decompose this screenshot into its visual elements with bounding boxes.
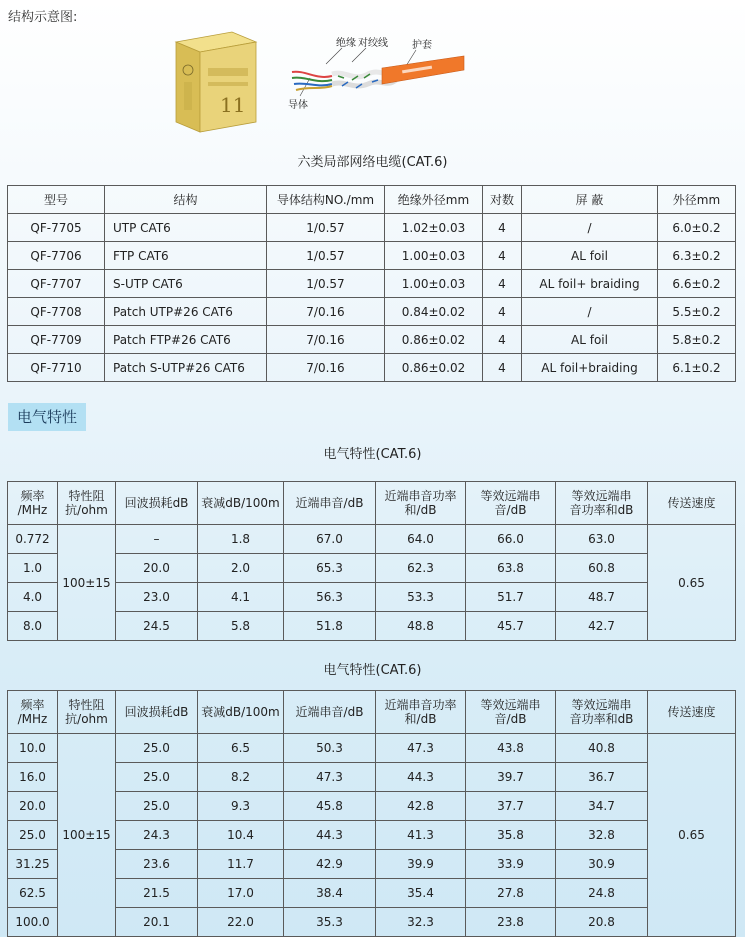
cell: 21.5 bbox=[116, 879, 198, 908]
cell: 1.02±0.03 bbox=[385, 214, 483, 242]
electrical-section-badge: 电气特性 bbox=[8, 403, 86, 431]
cell: 32.8 bbox=[556, 821, 648, 850]
cell: 6.0±0.2 bbox=[658, 214, 736, 242]
cell: 32.3 bbox=[376, 908, 466, 937]
cell: 24.5 bbox=[116, 612, 198, 641]
cell: 4 bbox=[483, 354, 522, 382]
cable-structure-image bbox=[286, 34, 466, 114]
col-impedance: 特性阻 抗/ohm bbox=[58, 691, 116, 734]
cell: 42.9 bbox=[284, 850, 376, 879]
cell: 25.0 bbox=[116, 763, 198, 792]
cell: – bbox=[116, 525, 198, 554]
cell: 23.8 bbox=[466, 908, 556, 937]
cell: 67.0 bbox=[284, 525, 376, 554]
impedance-cell: 100±15 bbox=[58, 734, 116, 937]
electrical-table-low-freq bbox=[7, 481, 736, 641]
table1-title: 六类局部网络电缆(CAT.6) bbox=[297, 155, 448, 170]
cell: 23.0 bbox=[116, 583, 198, 612]
table-row bbox=[8, 612, 736, 641]
cell: 6.3±0.2 bbox=[658, 242, 736, 270]
cell: 4 bbox=[483, 214, 522, 242]
cell: 5.8 bbox=[198, 612, 284, 641]
table-row bbox=[8, 908, 736, 937]
cell: Patch S-UTP#26 CAT6 bbox=[105, 354, 267, 382]
callout-conductor: 导体 bbox=[288, 100, 308, 111]
cell: 1/0.57 bbox=[267, 214, 385, 242]
cell: 1/0.57 bbox=[267, 242, 385, 270]
col-return-loss: 回波损耗dB bbox=[116, 691, 198, 734]
cell: 51.8 bbox=[284, 612, 376, 641]
col-insulation-od: 绝缘外径mm bbox=[385, 186, 483, 214]
cell: 23.6 bbox=[116, 850, 198, 879]
cell: 4 bbox=[483, 270, 522, 298]
cell: 63.0 bbox=[556, 525, 648, 554]
cell: 2.0 bbox=[198, 554, 284, 583]
cell: Patch FTP#26 CAT6 bbox=[105, 326, 267, 354]
col-elfext: 等效远端串 音/dB bbox=[466, 691, 556, 734]
cell: 7/0.16 bbox=[267, 326, 385, 354]
table-row bbox=[8, 270, 736, 298]
cell: 7/0.16 bbox=[267, 354, 385, 382]
cell: 4.0 bbox=[8, 583, 58, 612]
table-row bbox=[8, 850, 736, 879]
table2-title: 电气特性(CAT.6) bbox=[323, 447, 422, 462]
cell: Patch UTP#26 CAT6 bbox=[105, 298, 267, 326]
cell: 4.1 bbox=[198, 583, 284, 612]
cell: 25.0 bbox=[8, 821, 58, 850]
cell: UTP CAT6 bbox=[105, 214, 267, 242]
cell: / bbox=[522, 298, 658, 326]
cell: QF-7705 bbox=[8, 214, 105, 242]
table-row bbox=[8, 879, 736, 908]
col-pselfext: 等效远端串 音功率和dB bbox=[556, 691, 648, 734]
cell: 11.7 bbox=[198, 850, 284, 879]
cell: 4 bbox=[483, 326, 522, 354]
cell: FTP CAT6 bbox=[105, 242, 267, 270]
cell: 0.772 bbox=[8, 525, 58, 554]
cell: 47.3 bbox=[376, 734, 466, 763]
cell: 7/0.16 bbox=[267, 298, 385, 326]
cell: 48.8 bbox=[376, 612, 466, 641]
col-next: 近端串音/dB bbox=[284, 691, 376, 734]
col-shield: 屏 蔽 bbox=[522, 186, 658, 214]
col-pairs: 对数 bbox=[483, 186, 522, 214]
cell: 40.8 bbox=[556, 734, 648, 763]
cell: 62.5 bbox=[8, 879, 58, 908]
cell: 6.5 bbox=[198, 734, 284, 763]
cell: 50.3 bbox=[284, 734, 376, 763]
col-frequency: 频率 /MHz bbox=[8, 482, 58, 525]
cell: 51.7 bbox=[466, 583, 556, 612]
cell: 8.2 bbox=[198, 763, 284, 792]
cell: 9.3 bbox=[198, 792, 284, 821]
cell: 63.8 bbox=[466, 554, 556, 583]
cell: 10.4 bbox=[198, 821, 284, 850]
cell: 27.8 bbox=[466, 879, 556, 908]
table-row bbox=[8, 242, 736, 270]
col-next: 近端串音/dB bbox=[284, 482, 376, 525]
cell: QF-7708 bbox=[8, 298, 105, 326]
cell: 0.86±0.02 bbox=[385, 354, 483, 382]
cell: 36.7 bbox=[556, 763, 648, 792]
col-speed: 传送速度 bbox=[648, 482, 736, 525]
col-attenuation: 衰减dB/100m bbox=[198, 691, 284, 734]
cell: 47.3 bbox=[284, 763, 376, 792]
cell: 44.3 bbox=[376, 763, 466, 792]
callout-twisted-pair: 对绞线 bbox=[358, 38, 388, 49]
col-psnext: 近端串音功率 和/dB bbox=[376, 691, 466, 734]
cell: 64.0 bbox=[376, 525, 466, 554]
table-row bbox=[8, 214, 736, 242]
cell: 62.3 bbox=[376, 554, 466, 583]
impedance-cell: 100±15 bbox=[58, 525, 116, 641]
col-od: 外径mm bbox=[658, 186, 736, 214]
cell: 0.86±0.02 bbox=[385, 326, 483, 354]
col-structure: 结构 bbox=[105, 186, 267, 214]
cell: AL foil+braiding bbox=[522, 354, 658, 382]
cell: 24.8 bbox=[556, 879, 648, 908]
cell: 17.0 bbox=[198, 879, 284, 908]
table-row bbox=[8, 763, 736, 792]
cell: 16.0 bbox=[8, 763, 58, 792]
col-attenuation: 衰减dB/100m bbox=[198, 482, 284, 525]
cell: QF-7706 bbox=[8, 242, 105, 270]
cell: 44.3 bbox=[284, 821, 376, 850]
cell: 10.0 bbox=[8, 734, 58, 763]
callout-insulation: 绝缘 bbox=[336, 38, 356, 49]
table-header-row bbox=[8, 691, 736, 734]
table-row bbox=[8, 821, 736, 850]
cell: 1/0.57 bbox=[267, 270, 385, 298]
cell: 22.0 bbox=[198, 908, 284, 937]
col-pselfext: 等效远端串 音功率和dB bbox=[556, 482, 648, 525]
cell: 43.8 bbox=[466, 734, 556, 763]
callout-jacket: 护套 bbox=[412, 40, 432, 51]
cell: 37.7 bbox=[466, 792, 556, 821]
cell: 39.7 bbox=[466, 763, 556, 792]
cell: 1.00±0.03 bbox=[385, 270, 483, 298]
cell: 45.8 bbox=[284, 792, 376, 821]
cable-spec-table bbox=[7, 185, 736, 382]
col-conductor: 导体结构NO./mm bbox=[267, 186, 385, 214]
cell: 53.3 bbox=[376, 583, 466, 612]
cell: 42.8 bbox=[376, 792, 466, 821]
col-elfext: 等效远端串 音/dB bbox=[466, 482, 556, 525]
cell: 65.3 bbox=[284, 554, 376, 583]
cell: AL foil bbox=[522, 326, 658, 354]
speed-cell: 0.65 bbox=[648, 734, 736, 937]
cell: 100.0 bbox=[8, 908, 58, 937]
cell: 25.0 bbox=[116, 734, 198, 763]
cell: 8.0 bbox=[8, 612, 58, 641]
cell: 6.1±0.2 bbox=[658, 354, 736, 382]
cell: 38.4 bbox=[284, 879, 376, 908]
col-psnext: 近端串音功率 和/dB bbox=[376, 482, 466, 525]
cell: 1.00±0.03 bbox=[385, 242, 483, 270]
cell: QF-7707 bbox=[8, 270, 105, 298]
cell: 5.8±0.2 bbox=[658, 326, 736, 354]
table-row bbox=[8, 298, 736, 326]
cell: 25.0 bbox=[116, 792, 198, 821]
cell: 39.9 bbox=[376, 850, 466, 879]
cell: 33.9 bbox=[466, 850, 556, 879]
cell: S-UTP CAT6 bbox=[105, 270, 267, 298]
table-row bbox=[8, 792, 736, 821]
cell: 35.8 bbox=[466, 821, 556, 850]
table-header-row bbox=[8, 482, 736, 525]
table-row bbox=[8, 583, 736, 612]
cell: 20.8 bbox=[556, 908, 648, 937]
cell: 60.8 bbox=[556, 554, 648, 583]
table-row bbox=[8, 354, 736, 382]
cell: 35.3 bbox=[284, 908, 376, 937]
cable-box-image bbox=[168, 28, 260, 136]
table-row bbox=[8, 525, 736, 554]
cell: 20.0 bbox=[116, 554, 198, 583]
cell: AL foil+ braiding bbox=[522, 270, 658, 298]
col-impedance: 特性阻 抗/ohm bbox=[58, 482, 116, 525]
cell: 56.3 bbox=[284, 583, 376, 612]
cell: 20.1 bbox=[116, 908, 198, 937]
col-frequency: 频率 /MHz bbox=[8, 691, 58, 734]
cell: QF-7710 bbox=[8, 354, 105, 382]
cell: / bbox=[522, 214, 658, 242]
cell: 0.84±0.02 bbox=[385, 298, 483, 326]
speed-cell: 0.65 bbox=[648, 525, 736, 641]
cell: AL foil bbox=[522, 242, 658, 270]
cell: 4 bbox=[483, 298, 522, 326]
box-big-label: 11 bbox=[220, 93, 246, 117]
cell: 30.9 bbox=[556, 850, 648, 879]
table3-title: 电气特性(CAT.6) bbox=[323, 663, 422, 678]
cell: QF-7709 bbox=[8, 326, 105, 354]
table-row bbox=[8, 554, 736, 583]
electrical-table-high-freq bbox=[7, 690, 736, 937]
cell: 66.0 bbox=[466, 525, 556, 554]
cell: 41.3 bbox=[376, 821, 466, 850]
cell: 5.5±0.2 bbox=[658, 298, 736, 326]
cell: 45.7 bbox=[466, 612, 556, 641]
cell: 42.7 bbox=[556, 612, 648, 641]
cell: 34.7 bbox=[556, 792, 648, 821]
col-return-loss: 回波损耗dB bbox=[116, 482, 198, 525]
cell: 35.4 bbox=[376, 879, 466, 908]
cell: 1.8 bbox=[198, 525, 284, 554]
col-speed: 传送速度 bbox=[648, 691, 736, 734]
col-model: 型号 bbox=[8, 186, 105, 214]
table-header-row bbox=[8, 186, 736, 214]
table-row bbox=[8, 734, 736, 763]
cell: 31.25 bbox=[8, 850, 58, 879]
cell: 4 bbox=[483, 242, 522, 270]
table-row bbox=[8, 326, 736, 354]
cell: 1.0 bbox=[8, 554, 58, 583]
cell: 6.6±0.2 bbox=[658, 270, 736, 298]
structure-diagram-label: 结构示意图: bbox=[8, 10, 78, 25]
cell: 48.7 bbox=[556, 583, 648, 612]
cell: 24.3 bbox=[116, 821, 198, 850]
cell: 20.0 bbox=[8, 792, 58, 821]
